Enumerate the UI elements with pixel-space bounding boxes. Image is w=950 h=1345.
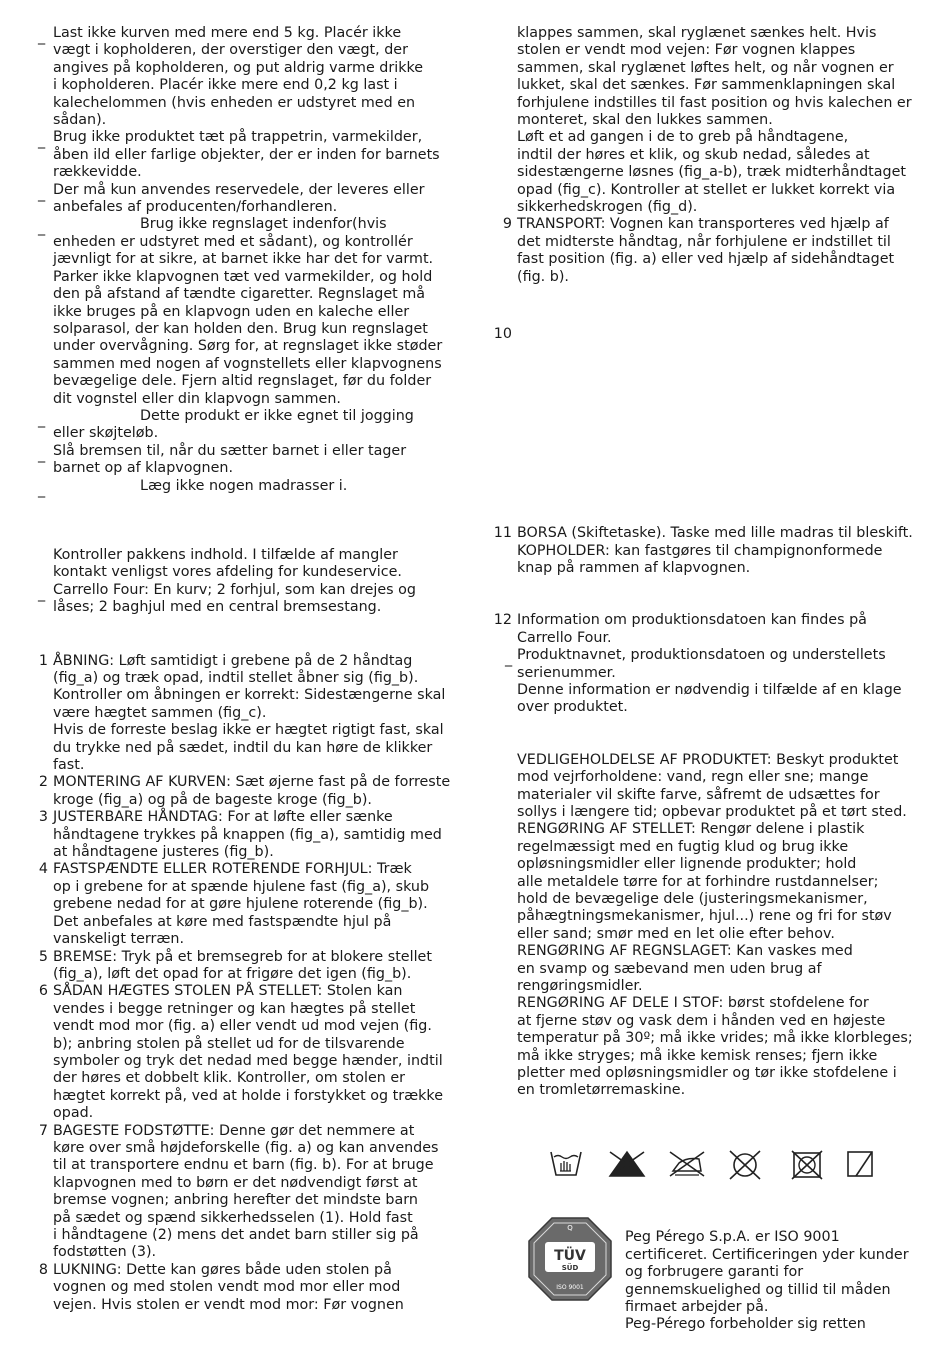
warning-item: _ Slå bremsen til, når du sætter barnet i eller tager barnet op af klapvognen. <box>38 442 407 477</box>
warning-text: Der må kun anvendes reservedele, der leveres eller anbefales af producenten/forhandleren. <box>53 181 425 216</box>
tuv-sud-iso-9001-logo <box>527 1216 613 1302</box>
step-item: 4 FASTSPÆNDTE ELLER ROTERENDE FORHJUL: Træk op i grebene for at spænde hjulene fast (fig_a), skub grebene nedad for at gøre hjulene roterende (fig_b). Det anbefales at køre med fastspændte hjul på vanskeligt terræn. <box>28 861 458 948</box>
warning-text: Last ikke kurven med mere end 5 kg. Placér ikke vægt i kopholderen, der overstiger den vægt, der angives på kopholderen, og put aldrig varme drikke i kopholderen. Placér ikke mere end 0,2 kg last i kalechelommen (hvis enheden er udstyret med en sådan). <box>53 25 424 129</box>
right-column <box>492 25 932 1100</box>
no-bleach-icon <box>607 1149 647 1179</box>
warning-text: eller skøjteløb. <box>53 425 159 442</box>
step-item: 5 BREMSE: Tryk på et bremsegreb for at blokere stellet (fig_a), løft det opad for at frigøre det igen (fig_b). <box>28 949 458 984</box>
step-item: 9 TRANSPORT: Vognen kan transporteres ved hjælp af det midterste håndtag, når forhjulene er indstillet til fast position (fig. a) eller ved hjælp af sidehåndtaget (fig. b). <box>492 216 932 286</box>
step-number: 6 <box>38 983 48 1000</box>
step-number: 7 <box>38 1122 48 1139</box>
step-item: 11 BORSA (Skiftetaske). Taske med lille madras til bleskift. KOPHOLDER: kan fastgøres til champignonformede knap på rammen af klapvognen. <box>493 525 913 576</box>
warning-text: enheden er udstyret med et sådant), og kontrollér jævnligt for at sikre, at barnet ikke har det for varmt. Parker ikke klapvognen tæt ved varmekilder, og hold den på afstand af tændte cigaretter. Regnslaget må ikke bruges på en klapvogn uden en kaleche eller solparasol, der kan holden den. Brug kun regnslaget under overvågning. Sørg for, at regnslaget ikke støder sammen med nogen af vognstellets eller klapvognens bevægelige dele. Fjern altid regnslaget, før du folder dit vognstel eller din klapvogn sammen. <box>53 233 443 407</box>
dry-flat-icon <box>845 1149 875 1179</box>
step-item: 12 Information om produktionsdatoen kan findes på Carrello Four. <box>493 612 867 646</box>
step-number: 1 <box>38 652 48 669</box>
warning-text: Slå bremsen til, når du sætter barnet i eller tager barnet op af klapvognen. <box>53 442 407 477</box>
hand-wash-icon <box>549 1149 583 1179</box>
svg-text:TÜV: TÜV <box>554 1248 586 1264</box>
warning-item: _ Brug ikke produktet tæt på trappetrin, varmekilder, åben ild eller farlige objekter, der er inden for barnets rækkevidde. <box>38 129 440 181</box>
step-number: 9 <box>502 216 512 233</box>
step-number: 10 <box>493 326 512 343</box>
warning-item: _ Læg ikke nogen madrasser i. <box>38 477 348 498</box>
no-tumble-dry-icon <box>789 1149 825 1181</box>
step-number: 11 <box>493 525 512 542</box>
warning-lead: Læg ikke nogen madrasser i. <box>140 477 348 494</box>
step-item: 3 JUSTERBARE HÅNDTAG: For at løfte eller sænke håndtagene trykkes på knappen (fig_a), samtidig med at håndtagene justeres (fig_b). <box>28 809 458 861</box>
step-item: 2 MONTERING AF KURVEN: Sæt øjerne fast på de forreste kroge (fig_a) og på de bageste kroge (fig_b). <box>28 774 458 809</box>
care-symbols <box>549 1149 879 1183</box>
maintenance-text: VEDLIGEHOLDELSE AF PRODUKTET: Beskyt produktet mod vejrforholdene: vand, regn eller sne; mange materialer vil skifte farve, såfremt de udsættes for sollys i længere tid; opbevar produktet på et tørt sted. RENGØRING AF STELLET: Rengør delene i plastik regelmæssigt med en fugtig klud og brug ikke opløsningsmidler eller lignende produkter; hold alle metaldele tørre for at forhindre rustdannelser; hold de bevægelige dele (justeringsmekanismer, påhægtningsmekanismer, hjul...) rene og fri for støv eller sand; smør med en let olie efter behov. RENGØRING AF REGNSLAGET: Kan vaskes med en svamp og sæbevand men uden brug af rengøringsmidler. RENGØRING AF DELE I STOF: børst stofdelene for at fjerne støv og vask dem i hånden ved en højeste temperatur på 30º; må ikke vrides; må ikke klorbleges; må ikke stryges; må ikke kemisk renses; fjern ikke pletter med opløsningsmidler og tør ikke stofdelene i en tromletørremaskine. <box>517 751 913 1099</box>
step-8-continued: klappes sammen, skal ryglænet sænkes helt. Hvis stolen er vendt mod vejen: Før vognen klappes sammen, skal ryglænet løftes helt, og når vognen er lukket, skal det sænkes. Før sammenklapningen skal forhjulene indstilles til fast position og hvis kalechen er monteret, skal den lukkes sammen. Løft et ad gangen i de to greb på håndtagene, indtil der høres et klik, og skub nedad, således at sidestængerne løsnes (fig_a-b), træk midterhåndtaget opad (fig_c). Kontroller at stellet er lukket korrekt via sikkerhedskrogen (fig_d). <box>517 25 912 216</box>
step-number: 4 <box>38 861 48 878</box>
svg-text:Q: Q <box>567 1224 573 1232</box>
certification-text: Peg Pérego S.p.A. er ISO 9001 certificeret. Certificeringen yder kunder og forbrugere garanti for gennemskuelighed og tillid til måden firmaet arbejder på. Peg-Pérego forbeholder sig retten <box>625 1229 909 1333</box>
warning-item: _ Brug ikke regnslaget indenfor(hvis enheden er udstyret med et sådant), og kontrollér jævnligt for at sikre, at barnet ikke har det for varmt. Parker ikke klapvognen tæt ved varmekilder, og hold den på afstand af tændte cigaretter. Regnslaget må ikke bruges på en klapvogn uden en kaleche eller solparasol, der kan holden den. Brug kun regnslaget under overvågning. Sørg for, at regnslaget ikke støder sammen med nogen af vognstellets eller klapvognens bevægelige dele. Fjern altid regnslaget, før du folder dit vognstel eller din klapvogn sammen. <box>38 216 443 407</box>
step-item: 8 LUKNING: Dette kan gøres både uden stolen på vognen og med stolen vendt mod mor eller mod vejen. Hvis stolen er vendt mod mor: Før vognen <box>28 1262 458 1314</box>
warning-item: _ Der må kun anvendes reservedele, der leveres eller anbefales af producenten/forhandleren. <box>38 181 425 216</box>
warning-item: _ Dette produkt er ikke egnet til jogging eller skøjteløb. <box>38 407 414 442</box>
svg-text:ISO 9001: ISO 9001 <box>556 1284 584 1291</box>
contents-item: _ Carrello Four: En kurv; 2 forhjul, som kan drejes og låses; 2 baghjul med en central bremsestang. <box>38 581 416 616</box>
warning-lead: Brug ikke regnslaget indenfor(hvis <box>140 216 387 233</box>
contents-intro: Kontroller pakkens indhold. I tilfælde af mangler kontakt venligst vores afdeling for kundeservice. <box>53 546 402 581</box>
warning-lead: Dette produkt er ikke egnet til jogging <box>140 407 414 424</box>
step-number: 2 <box>38 774 48 791</box>
step-item: 1 ÅBNING: Løft samtidigt i grebene på de 2 håndtag (fig_a) og træk opad, indtil stellet åbner sig (fig_b). Kontroller om åbningen er korrekt: Sidestængerne skal være hægtet sammen (fig_c). Hvis de forreste beslag ikke er hægtet rigtigt fast, skal du trykke ned på sædet, indtil du kan høre de klikker fast. <box>28 653 458 775</box>
step-item: 7 BAGESTE FODSTØTTE: Denne gør det nemmere at køre over små højdeforskelle (fig. a) og kan anvendes til at transportere endnu et barn (fig. b). For at bruge klapvognen med to børn er det nødvendigt først at bremse vognen; anbring herefter det mindste barn på sædet og spænd sikkerhedsselen (1). Hold fast i håndtagene (2) mens det andet barn stiller sig på fodstøtten (3). <box>28 1123 458 1262</box>
step-number: 12 <box>493 612 512 629</box>
step-number: 5 <box>38 948 48 965</box>
step-number: 8 <box>38 1261 48 1278</box>
step-item: 6 SÅDAN HÆGTES STOLEN PÅ STELLET: Stolen kan vendes i begge retninger og kan hægtes på stellet vendt mod mor (fig. a) eller vendt ud mod vejen (fig. b); anbring stolen på stellet ud for de tilsvarende symboler og tryk det nedad med begge hænder, indtil der høres et dobbelt klik. Kontroller, om stolen er hægtet korrekt på, ved at holde i forstykket og trække opad. <box>28 983 458 1122</box>
step-number: 3 <box>38 809 48 826</box>
warning-item: _ Last ikke kurven med mere end 5 kg. Placér ikke vægt i kopholderen, der overstiger den vægt, der angives på kopholderen, og put aldrig varme drikke i kopholderen. Placér ikke mere end 0,2 kg last i kalechelommen (hvis enheden er udstyret med en sådan). <box>38 25 424 129</box>
left-column <box>28 25 458 1314</box>
no-iron-icon <box>667 1149 707 1179</box>
svg-text:SÜD: SÜD <box>561 1264 579 1272</box>
step-sub-item: _ Produktnavnet, produktionsdatoen og understellets serienummer. Denne information er nødvendig i tilfælde af en klage over produktet. <box>505 647 902 716</box>
warning-text: Brug ikke produktet tæt på trappetrin, varmekilder, åben ild eller farlige objekter, der er inden for barnets rækkevidde. <box>53 129 440 181</box>
no-dry-clean-icon <box>727 1149 763 1181</box>
